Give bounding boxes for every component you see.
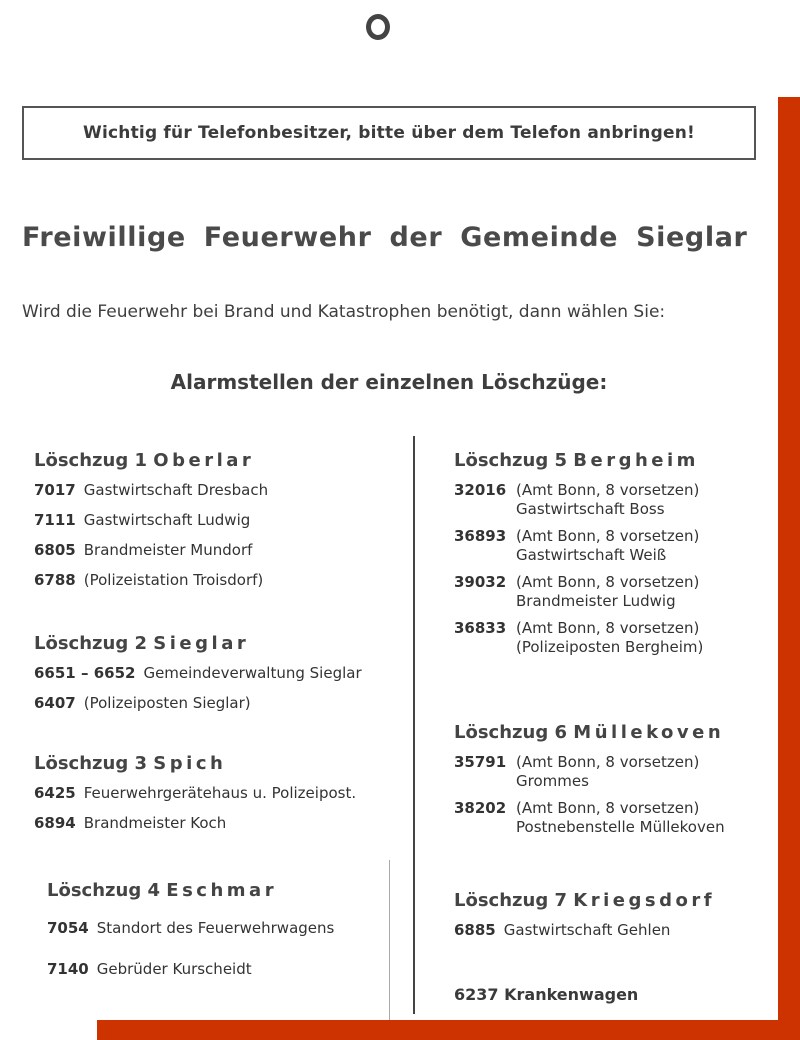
group-heading: Löschzug 1 Oberlar <box>34 450 255 471</box>
list-item: 7054 Standort des Feuerwehrwagens <box>47 919 335 937</box>
list-item: 39032 (Amt Bonn, 8 vorsetzen) Brandmeister Ludwig <box>454 573 700 610</box>
list-item: 7140 Gebrüder Kurscheidt <box>47 960 252 978</box>
phone-number: 6805 <box>34 541 76 559</box>
list-item: 6894 Brandmeister Koch <box>34 814 227 832</box>
phone-number: 39032 <box>454 573 507 591</box>
group-heading: Löschzug 3 Spich <box>34 753 227 774</box>
phone-number: 6788 <box>34 571 76 589</box>
column-divider-faint <box>389 860 390 1020</box>
phone-number: 6425 <box>34 784 76 802</box>
list-item: 6788 (Polizeistation Troisdorf) <box>34 571 264 589</box>
phone-number: 6885 <box>454 921 496 939</box>
group-heading: Löschzug 5 Bergheim <box>454 450 699 471</box>
list-item: 35791 (Amt Bonn, 8 vorsetzen) Grommes <box>454 753 700 790</box>
phone-number: 7054 <box>47 919 89 937</box>
list-item: 32016 (Amt Bonn, 8 vorsetzen) Gastwirtschaft Boss <box>454 481 700 518</box>
phone-number: 7140 <box>47 960 89 978</box>
group-heading: Löschzug 2 Sieglar <box>34 633 250 654</box>
phone-number: 6237 <box>454 985 499 1004</box>
page-title: Freiwillige Feuerwehr der Gemeinde Sieglar <box>22 222 748 253</box>
loeschzug-7 <box>454 890 715 951</box>
loeschzug-4 <box>47 880 334 990</box>
list-item: 36833 (Amt Bonn, 8 vorsetzen) (Polizeiposten Bergheim) <box>454 619 704 656</box>
list-item: 6885 Gastwirtschaft Gehlen <box>454 921 671 939</box>
intro-text: Wird die Feuerwehr bei Brand und Katastrophen benötigt, dann wählen Sie: <box>22 302 666 322</box>
ambulance-label: Krankenwagen <box>504 985 639 1004</box>
phone-number: 7111 <box>34 511 76 529</box>
list-item: 6651 – 6652 Gemeindeverwaltung Sieglar <box>34 664 362 682</box>
list-item: 7017 Gastwirtschaft Dresbach <box>34 481 269 499</box>
list-item: 6805 Brandmeister Mundorf <box>34 541 253 559</box>
phone-owner-notice <box>22 106 756 160</box>
list-item: 6407 (Polizeiposten Sieglar) <box>34 694 251 712</box>
phone-number: 36893 <box>454 527 507 545</box>
phone-number: 38202 <box>454 799 507 817</box>
ambulance-entry <box>454 985 638 1004</box>
loeschzug-5 <box>454 450 703 668</box>
phone-number: 6651 – 6652 <box>34 664 136 682</box>
section-subtitle: Alarmstellen der einzelnen Löschzüge: <box>170 370 608 394</box>
list-item: 6425 Feuerwehrgerätehaus u. Polizeipost. <box>34 784 357 802</box>
list-item: 36893 (Amt Bonn, 8 vorsetzen) Gastwirtschaft Weiß <box>454 527 700 564</box>
group-heading: Löschzug 7 Kriegsdorf <box>454 890 716 911</box>
loeschzug-1 <box>34 450 268 601</box>
phone-number: 36833 <box>454 619 507 637</box>
phone-number: 6894 <box>34 814 76 832</box>
column-divider <box>413 436 415 1014</box>
hanging-hole-icon <box>366 14 390 40</box>
phone-number: 32016 <box>454 481 507 499</box>
list-item: 38202 (Amt Bonn, 8 vorsetzen) Postnebenstelle Müllekoven <box>454 799 725 836</box>
group-heading: Löschzug 6 Müllekoven <box>454 722 725 743</box>
phone-number: 6407 <box>34 694 76 712</box>
notice-text: Wichtig für Telefonbesitzer, bitte über dem Telefon anbringen! <box>83 123 695 143</box>
phone-number: 7017 <box>34 481 76 499</box>
group-heading: Löschzug 4 Eschmar <box>47 880 278 901</box>
list-item: 7111 Gastwirtschaft Ludwig <box>34 511 251 529</box>
phone-number: 35791 <box>454 753 507 771</box>
loeschzug-3 <box>34 753 356 844</box>
red-backing-right <box>778 97 800 1040</box>
loeschzug-2 <box>34 633 362 724</box>
red-backing-bottom <box>97 1020 800 1040</box>
loeschzug-6 <box>454 722 725 848</box>
